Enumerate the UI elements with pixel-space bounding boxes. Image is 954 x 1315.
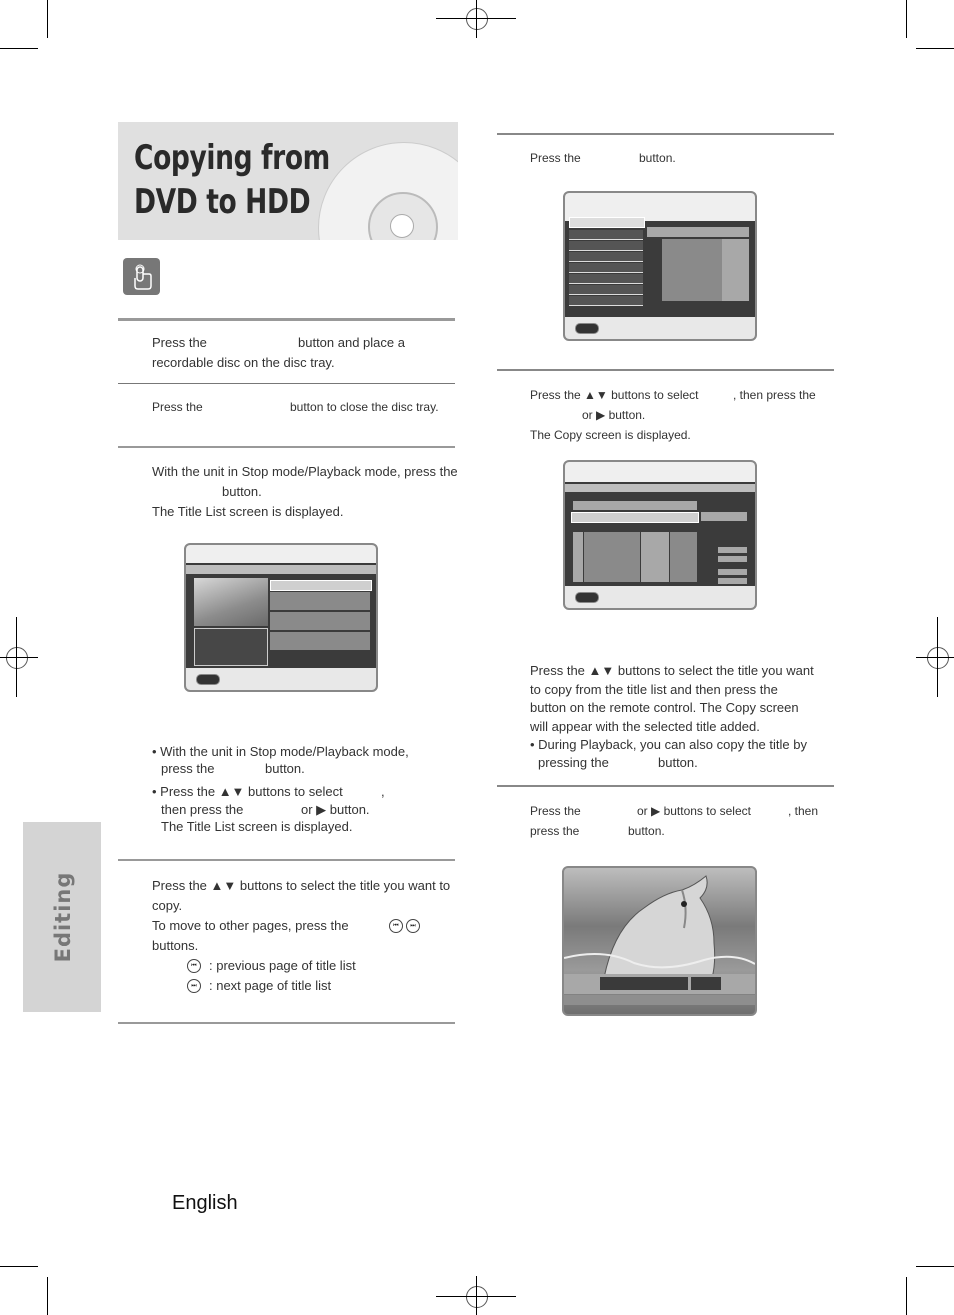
step1-line2: recordable disc on the disc tray. [152, 355, 335, 370]
menu-item [569, 252, 643, 262]
title-list-screen [184, 543, 378, 692]
copy-screen [563, 460, 757, 610]
registration-mark [0, 657, 38, 658]
step6-line2: or ▶ button. [582, 408, 646, 422]
bullet1-line2b: button. [265, 761, 305, 776]
step8-line1: Press the [530, 804, 581, 818]
divider [118, 446, 455, 448]
step4-line1: Press the ▲▼ buttons to select the title you want to [152, 878, 451, 893]
copy-column [573, 532, 583, 582]
list-row [270, 592, 370, 610]
copy-column [641, 532, 669, 582]
title-banner [118, 122, 458, 240]
step2-line1: Press the [152, 400, 203, 414]
menu-item [569, 217, 645, 228]
hand-icon [123, 258, 160, 295]
registration-mark [466, 1286, 488, 1308]
playback-time-field [691, 977, 721, 990]
menu-item [569, 274, 643, 284]
crop-mark [47, 1277, 48, 1315]
step7-bullet: • During Playback, you can also copy the title by [530, 737, 807, 752]
divider [118, 318, 455, 321]
registration-mark [436, 1296, 516, 1297]
step3-line1: With the unit in Stop mode/Playback mode, press the [152, 464, 458, 479]
step6-line1: Press the ▲▼ buttons to select [530, 388, 699, 402]
anykey-badge [196, 674, 220, 685]
menu-item [569, 296, 643, 306]
registration-mark [476, 0, 477, 38]
screen-header [565, 462, 755, 482]
menu-panel [647, 227, 749, 237]
crop-mark [906, 1277, 907, 1315]
step7-line2: to copy from the title list and then press the [530, 682, 778, 697]
registration-mark [6, 647, 28, 669]
screen-footer [186, 668, 376, 690]
step4-next: : next page of title list [209, 978, 332, 993]
step7-line3: button on the remote control. The Copy screen [530, 700, 799, 715]
copy-info [718, 569, 747, 575]
divider [118, 859, 455, 861]
step4-line2: copy. [152, 898, 183, 913]
crop-mark [916, 1266, 954, 1267]
step3-line2: button. [222, 484, 262, 499]
crop-mark [0, 48, 38, 49]
page-title: Copying from DVD to HDD [134, 138, 330, 222]
copy-selected-row [571, 512, 699, 523]
skip-next-icon: ⏭ [187, 979, 201, 993]
menu-item [569, 241, 643, 251]
bullet1-line2: press the [161, 761, 215, 776]
step3-line3: The Title List screen is displayed. [152, 504, 344, 519]
registration-mark [466, 8, 488, 30]
copy-info [718, 578, 747, 584]
registration-mark [916, 657, 954, 658]
playback-progress-bar [564, 995, 755, 1005]
step4-line3: To move to other pages, press the [152, 918, 349, 933]
copy-info [718, 547, 747, 553]
step5-line1b: button. [639, 151, 676, 165]
bullet2-line1: • Press the ▲▼ buttons to select [152, 784, 343, 799]
screen-footer [565, 586, 755, 608]
skip-next-icon: ⏭ [406, 919, 420, 933]
playback-title-field [600, 977, 688, 990]
dolphin-image [564, 868, 755, 978]
list-row-selected [270, 580, 372, 591]
menu-panel [722, 239, 749, 301]
crop-mark [916, 48, 954, 49]
bullet2-line2b: or ▶ button. [301, 802, 370, 817]
step6-line3: The Copy screen is displayed. [530, 428, 691, 442]
step6-line1b: , then press the [733, 388, 816, 402]
copy-column [670, 532, 697, 582]
step4-line4: buttons. [152, 938, 199, 953]
bullet2-line1b: , [381, 784, 385, 799]
anykey-badge [575, 592, 599, 603]
info-panel [194, 628, 268, 666]
list-row [270, 612, 370, 630]
screen-footer [565, 317, 755, 339]
skip-prev-icon: ⏮ [389, 919, 403, 933]
divider [497, 785, 834, 787]
skip-prev-icon: ⏮ [187, 959, 201, 973]
screen-subbar [186, 565, 376, 574]
step5-line1: Press the [530, 151, 581, 165]
copy-header-row [573, 501, 697, 510]
registration-mark [927, 647, 949, 669]
menu-item [569, 263, 643, 273]
crop-mark [47, 0, 48, 38]
step1-line1: Press the [152, 335, 207, 350]
bullet1-line1: • With the unit in Stop mode/Playback mode, [152, 744, 409, 759]
bullet2-line3: The Title List screen is displayed. [161, 819, 353, 834]
step4-prev: : previous page of title list [209, 958, 356, 973]
crop-mark [906, 0, 907, 38]
menu-panel [662, 239, 722, 301]
copy-detail [701, 512, 747, 521]
menu-item [569, 230, 643, 240]
step1-line1b: button and place a [298, 335, 405, 350]
side-tab [23, 822, 101, 1012]
screen-header [186, 545, 376, 563]
step7-bullet2b: button. [658, 755, 698, 770]
copy-column [584, 532, 640, 582]
step8-line1b: or ▶ buttons to select [637, 804, 751, 818]
divider [118, 383, 455, 384]
step8-line2: press the [530, 824, 580, 838]
copy-info [718, 556, 747, 562]
step8-line2b: button. [628, 824, 665, 838]
thumbnail [194, 578, 268, 626]
divider [497, 369, 834, 371]
bullet2-line2: then press the [161, 802, 244, 817]
playback-screen [562, 866, 757, 1016]
menu-screen [563, 191, 757, 341]
language-label: English [172, 1192, 238, 1214]
crop-mark [0, 1266, 38, 1267]
anykey-badge [575, 323, 599, 334]
step7-line1: Press the ▲▼ buttons to select the title you want [530, 663, 814, 678]
step7-line4: will appear with the selected title added. [530, 719, 760, 734]
list-row [270, 632, 370, 650]
screen-subbar [565, 484, 755, 492]
step7-bullet2: pressing the [538, 755, 609, 770]
menu-item [569, 285, 643, 295]
registration-mark [436, 18, 516, 19]
divider [497, 133, 834, 135]
step8-line1c: , then [788, 804, 819, 818]
disc-hole [390, 214, 414, 238]
step2-line1b: button to close the disc tray. [290, 400, 439, 414]
divider [118, 1022, 455, 1024]
side-tab-label: Editing [51, 871, 75, 963]
